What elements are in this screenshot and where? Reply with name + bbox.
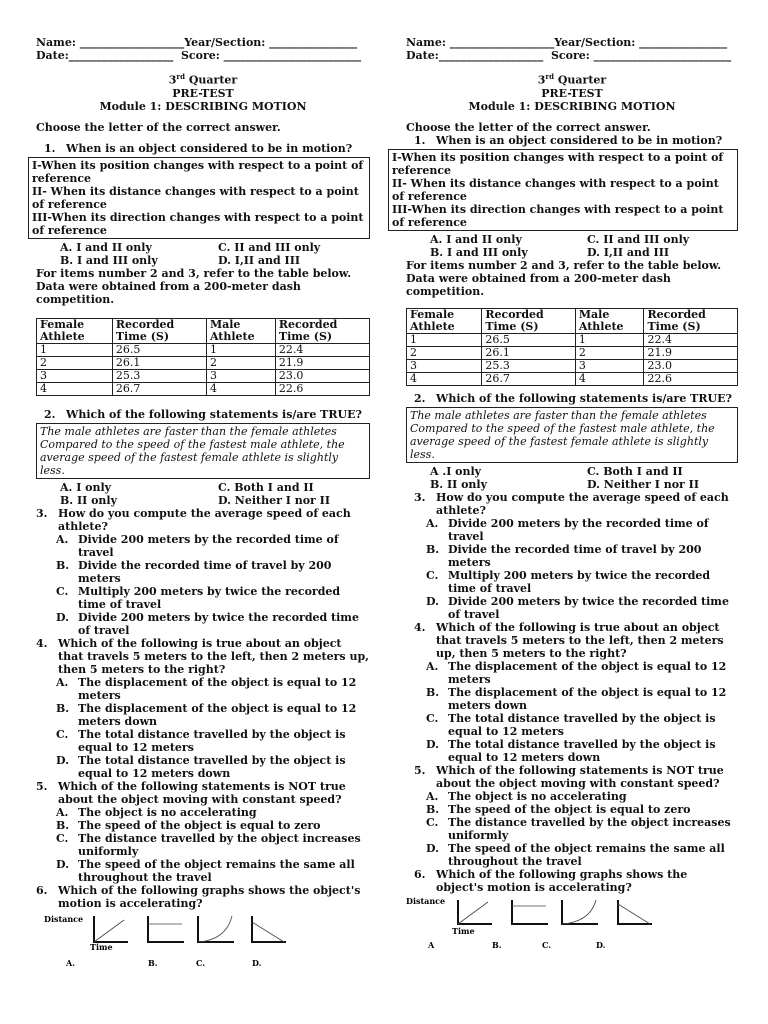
- graph-letter-a: A.: [66, 957, 75, 968]
- q1-statement: I-When its position changes with respect to a point of reference: [392, 150, 724, 177]
- instruction: Choose the letter of the correct answer.: [406, 120, 651, 134]
- q2-statement-box: The male athletes are faster than the female athletes Compared to the speed of the fastest male athlete, the average speed of the fastest female athlete is slightly less.: [406, 407, 738, 463]
- table-row: 4 26.7 4 22.6: [37, 382, 370, 395]
- table-row: 3 25.3 3 23.0: [407, 359, 738, 372]
- table-row: 2 26.1 2 21.9: [407, 346, 738, 359]
- q3-option[interactable]: A. Divide 200 meters by the recorded time of travel: [56, 532, 339, 559]
- q4-option[interactable]: C. The total distance travelled by the object is equal to 12 meters: [426, 711, 716, 738]
- choice[interactable]: B. I and III only: [430, 245, 528, 259]
- question-6: 6. Which of the following graphs shows the object's motion is accelerating?: [36, 883, 361, 910]
- question-6: 6. Which of the following graphs shows the object's motion is accelerating?: [414, 867, 688, 894]
- q1-statement-box: [28, 157, 370, 239]
- choice[interactable]: A .I only: [430, 464, 482, 478]
- choice[interactable]: D. I,II and III: [587, 245, 669, 259]
- motion-graphs-svg: [36, 912, 336, 970]
- q4-option[interactable]: D. The total distance travelled by the object is equal to 12 meters down: [56, 753, 346, 780]
- q2-choices: [406, 465, 738, 491]
- choice[interactable]: C. Both I and II: [587, 464, 683, 478]
- date-line: Date:___________________ Score: _________________________: [36, 49, 362, 62]
- choice[interactable]: A. I and II only: [430, 232, 522, 246]
- question-4: 4. Which of the following is true about an object that travels 5 meters to the left, then 2 meters up, then 5 meters to the right?: [36, 636, 369, 676]
- q4-option[interactable]: B. The displacement of the object is equal to 12 meters down: [426, 685, 727, 712]
- q1-choices: [406, 233, 738, 259]
- q6-graphs: [36, 912, 370, 970]
- q1-statement: III-When its direction changes with respect to a point of reference: [392, 202, 724, 229]
- q1-statement: II- When its distance changes with respect to a point of reference: [392, 176, 719, 203]
- question-1: 1. When is an object considered to be in motion?: [44, 141, 353, 155]
- q5-option[interactable]: C. The distance travelled by the object increases uniformly: [56, 831, 361, 858]
- table-row: 3 25.3 3 23.0: [37, 369, 370, 382]
- table-header-row: Female Athlete Recorded Time (S) Male Athlete Recorded Time (S): [407, 308, 738, 333]
- athlete-table: [36, 318, 370, 396]
- motion-graphs-svg: [406, 896, 706, 954]
- choice[interactable]: B. I and III only: [60, 253, 158, 267]
- distance-axis-label: Distance: [44, 913, 84, 924]
- q3-option[interactable]: D. Divide 200 meters by twice the recorded time of travel: [426, 594, 729, 621]
- right-worksheet: [384, 0, 768, 1024]
- q3-option[interactable]: B. Divide the recorded time of travel by 200 meters: [426, 542, 702, 569]
- q4-option[interactable]: D. The total distance travelled by the object is equal to 12 meters down: [426, 737, 716, 764]
- graph-letter-c: C.: [542, 939, 552, 950]
- question-2: 2. Which of the following statements is/are TRUE?: [414, 391, 732, 405]
- quarter-title: 3rd Quarter: [168, 72, 238, 87]
- choice[interactable]: C. II and III only: [218, 240, 321, 254]
- test-title: PRE-TEST: [172, 86, 234, 100]
- choice[interactable]: D. Neither I nor II: [587, 477, 699, 491]
- q1-statement: II- When its distance changes with respect to a point of reference: [32, 184, 359, 211]
- graph-a[interactable]: [458, 900, 492, 924]
- q2-statement-box: The male athletes are faster than the female athletes Compared to the speed of the fastest male athlete, the average speed of the fastest female athlete is slightly less.: [36, 423, 370, 479]
- q3-option[interactable]: D. Divide 200 meters by twice the recorded time of travel: [56, 610, 359, 637]
- graph-d[interactable]: [252, 916, 286, 942]
- graph-letter-b: B.: [148, 957, 158, 968]
- graph-letter-b: B.: [492, 939, 502, 950]
- choice[interactable]: D. I,II and III: [218, 253, 300, 267]
- graph-b[interactable]: [512, 900, 548, 924]
- time-axis-label: Time: [90, 941, 113, 952]
- graph-c[interactable]: [562, 900, 598, 924]
- graph-letter-d: D.: [252, 957, 262, 968]
- q3-option[interactable]: C. Multiply 200 meters by twice the recorded time of travel: [56, 584, 341, 611]
- choice[interactable]: B. II only: [430, 477, 487, 491]
- q4-option[interactable]: A. The displacement of the object is equal to 12 meters: [426, 659, 727, 686]
- table-intro: For items number 2 and 3, refer to the table below. Data were obtained from a 200-meter dash competition.: [36, 266, 352, 306]
- q4-option[interactable]: A. The displacement of the object is equal to 12 meters: [56, 675, 357, 702]
- question-5: 5. Which of the following statements is NOT true about the object moving with constant speed?: [414, 763, 724, 790]
- q1-statement-box: [388, 149, 738, 231]
- q1-choices: [36, 241, 370, 267]
- q4-option[interactable]: B. The displacement of the object is equal to 12 meters down: [56, 701, 357, 728]
- question-2: 2. Which of the following statements is/are TRUE?: [44, 407, 362, 421]
- choice[interactable]: A. I only: [60, 480, 112, 494]
- graph-a[interactable]: [94, 916, 128, 942]
- graph-b[interactable]: [148, 916, 184, 942]
- graph-letter-c: C.: [196, 957, 206, 968]
- q1-statement: I-When its position changes with respect to a point of reference: [32, 158, 364, 185]
- date-line: Date:___________________ Score: _________________________: [406, 49, 732, 62]
- question-5: 5. Which of the following statements is NOT true about the object moving with constant speed?: [36, 779, 346, 806]
- choice[interactable]: C. Both I and II: [218, 480, 314, 494]
- question-1: 1. When is an object considered to be in motion?: [414, 133, 723, 147]
- choice[interactable]: A. I and II only: [60, 240, 152, 254]
- choice[interactable]: B. II only: [60, 493, 117, 507]
- graph-letter-d: D.: [596, 939, 606, 950]
- table-row: 4 26.7 4 22.6: [407, 372, 738, 385]
- question-3: 3. How do you compute the average speed of each athlete?: [36, 506, 351, 533]
- graph-d[interactable]: [618, 900, 652, 924]
- question-3: 3. How do you compute the average speed of each athlete?: [414, 490, 729, 517]
- q5-option[interactable]: C. The distance travelled by the object increases uniformly: [426, 815, 731, 842]
- q2-choices: [36, 481, 370, 507]
- module-title: Module 1: DESCRIBING MOTION: [99, 99, 307, 113]
- choice[interactable]: C. II and III only: [587, 232, 690, 246]
- name-line: Name: ___________________Year/Section: ________________: [36, 36, 358, 49]
- q5-option[interactable]: A. The object is no accelerating: [426, 789, 627, 803]
- table-row: 1 26.5 1 22.4: [407, 333, 738, 346]
- athlete-table: [406, 308, 738, 386]
- q5-option[interactable]: A. The object is no accelerating: [56, 805, 257, 819]
- table-row: 2 26.1 2 21.9: [37, 356, 370, 369]
- table-header-row: Female Athlete Recorded Time (S) Male Athlete Recorded Time (S): [37, 318, 370, 343]
- graph-c[interactable]: [198, 916, 234, 942]
- time-axis-label: Time: [452, 925, 475, 936]
- q3-option[interactable]: C. Multiply 200 meters by twice the recorded time of travel: [426, 568, 711, 595]
- name-line: Name: ___________________Year/Section: ________________: [406, 36, 728, 49]
- q1-statement: III-When its direction changes with respect to a point of reference: [32, 210, 364, 237]
- q5-option[interactable]: D. The speed of the object remains the same all throughout the travel: [56, 857, 355, 884]
- table-intro: For items number 2 and 3, refer to the table below. Data were obtained from a 200-meter dash competition.: [406, 258, 722, 298]
- instruction: Choose the letter of the correct answer.: [36, 120, 281, 134]
- question-4: 4. Which of the following is true about an object that travels 5 meters to the left, then 2 meters up, then 5 meters to the right?: [414, 620, 724, 660]
- q5-option[interactable]: B. The speed of the object is equal to zero: [426, 802, 691, 816]
- q5-option[interactable]: B. The speed of the object is equal to zero: [56, 818, 321, 832]
- q4-option[interactable]: C. The total distance travelled by the object is equal to 12 meters: [56, 727, 346, 754]
- graph-letter-a: A: [428, 939, 435, 950]
- quarter-title: 3rd Quarter: [537, 72, 607, 87]
- test-title: PRE-TEST: [541, 86, 603, 100]
- q5-option[interactable]: D. The speed of the object remains the same all throughout the travel: [426, 841, 725, 868]
- q6-graphs: [406, 896, 738, 954]
- q3-option[interactable]: A. Divide 200 meters by the recorded time of travel: [426, 516, 709, 543]
- q3-option[interactable]: B. Divide the recorded time of travel by 200 meters: [56, 558, 332, 585]
- module-title: Module 1: DESCRIBING MOTION: [468, 99, 676, 113]
- distance-axis-label: Distance: [406, 895, 446, 906]
- choice[interactable]: D. Neither I nor II: [218, 493, 330, 507]
- table-row: 1 26.5 1 22.4: [37, 343, 370, 356]
